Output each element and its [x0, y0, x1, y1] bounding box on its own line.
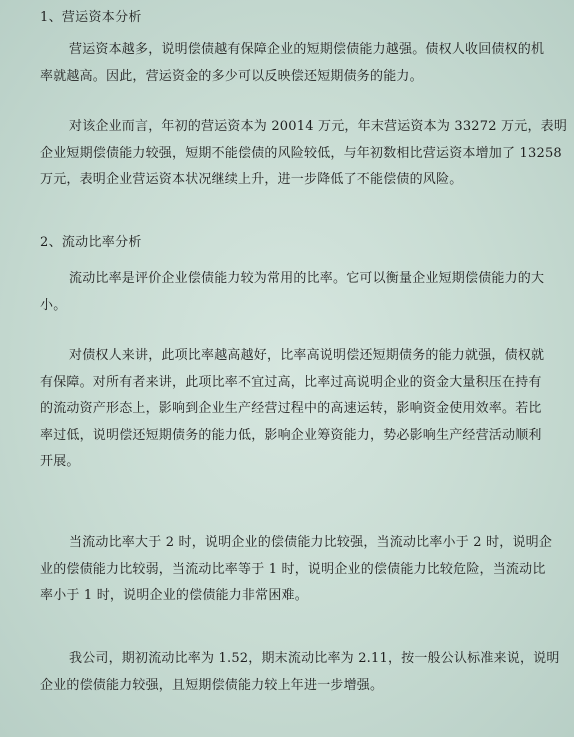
text-line: 企业短期偿债能力较强，短期不能偿债的风险较低，与年初数相比营运资本增加了 13258: [40, 145, 562, 161]
text-line: 开展。: [40, 454, 80, 469]
paragraph-creditor-owner-view: [40, 343, 545, 476]
section-heading-working-capital: 1、营运资本分析: [40, 10, 142, 25]
text-line: 率小于 1 时，说明企业的偿债能力非常困难。: [40, 588, 308, 603]
paragraph-working-capital-analysis: [40, 114, 568, 194]
text-line: 对该企业而言，年初的营运资本为 20014 万元，年末营运资本为 33272 万元，表明: [69, 119, 568, 134]
text-line: 率过低，说明偿还短期债务的能力低，影响企业筹资能力，势必影响生产经营活动顺利: [40, 427, 542, 443]
text-line: 当流动比率大于 2 时，说明企业的偿债能力比较强，当流动比率小于 2 时，说明企: [69, 535, 553, 550]
text-line: 业的偿债能力比较弱，当流动比率等于 1 时，说明企业的偿债能力比较危险，当流动比: [40, 561, 546, 577]
text-line: 的流动资产形态上，影响到企业生产经营过程中的高速运转，影响资金使用效率。若比: [40, 401, 542, 416]
text-line: 企业的偿债能力较强，且短期偿债能力较上年进一步增强。: [40, 677, 384, 693]
text-line: 小。: [40, 297, 67, 313]
paragraph-ratio-thresholds: [40, 530, 553, 610]
section-heading-current-ratio: 2、流动比率分析: [40, 235, 142, 250]
text-line: 万元，表明企业营运资本状况继续上升，进一步降低了不能偿债的风险。: [40, 172, 463, 187]
text-line: 流动比率是评价企业偿债能力较为常用的比率。它可以衡量企业短期偿债能力的大: [69, 271, 545, 286]
text-line: 率就越高。因此，营运资金的多少可以反映偿还短期债务的能力。: [40, 68, 423, 84]
paragraph-company-ratio: [40, 646, 560, 699]
text-line: 有保障。对所有者来讲，此项比率不宜过高，比率过高说明企业的资金大量积压在持有: [40, 374, 542, 390]
text-line: 营运资本越多，说明偿债越有保障企业的短期偿债能力越强。债权人收回债权的机: [69, 42, 545, 57]
paragraph-working-capital-definition: [40, 37, 545, 90]
text-line: 对债权人来讲，此项比率越高越好，比率高说明偿还短期债务的能力就强，债权就: [69, 348, 545, 363]
text-line: 我公司，期初流动比率为 1.52，期末流动比率为 2.11，按一般公认标准来说，说明: [69, 651, 560, 666]
paragraph-current-ratio-definition: [40, 266, 545, 319]
